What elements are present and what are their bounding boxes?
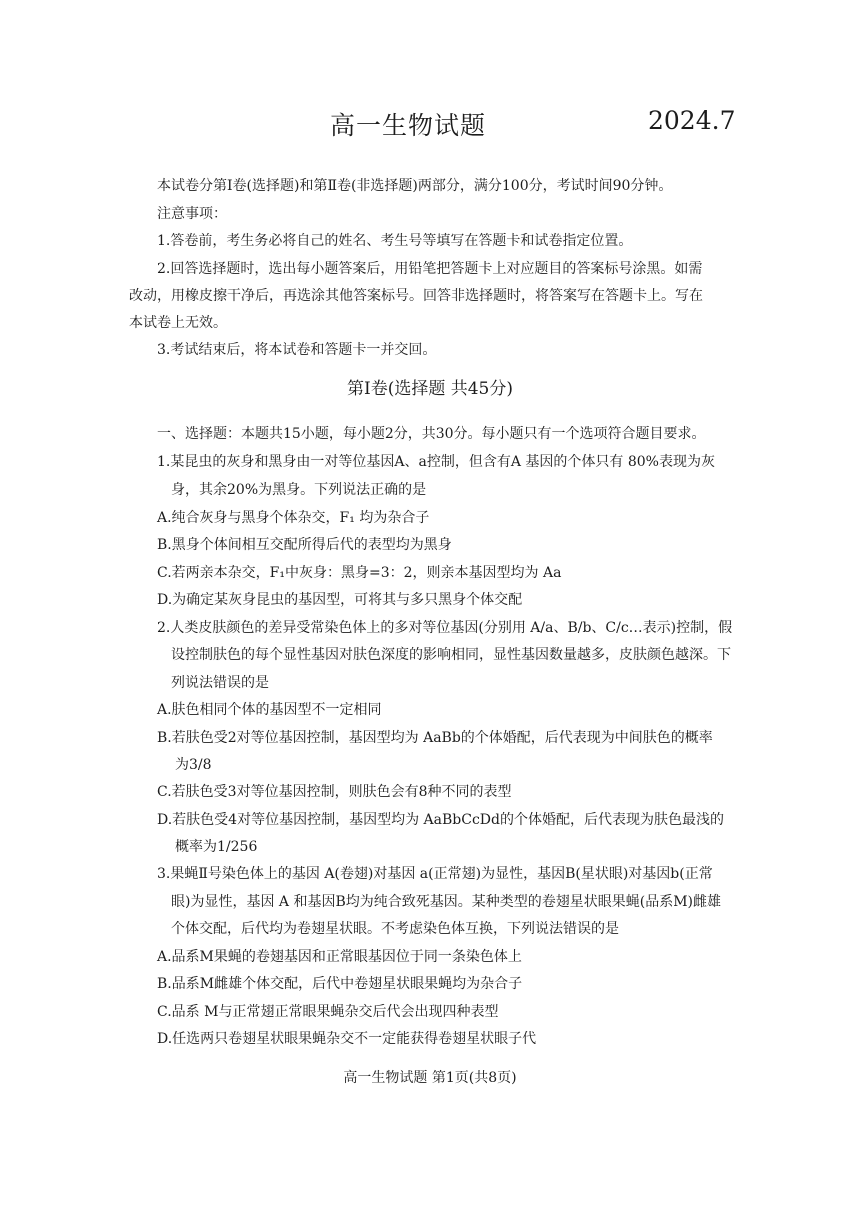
option-b: B.黑身个体间相互交配所得后代的表型均为黑身 <box>157 537 452 553</box>
page-title: 高一生物试题 <box>330 111 487 140</box>
question-stem: 设控制肤色的每个显性基因对肤色深度的影响相同，显性基因数量越多，皮肤颜色越深。下 <box>171 647 731 663</box>
intro-text: 本试卷分第Ⅰ卷(选择题)和第Ⅱ卷(非选择题)两部分，满分100分，考试时间90分钟。 <box>157 178 673 194</box>
option-d-continued: 概率为1/256 <box>175 839 258 855</box>
option-c: C.若两亲本杂交，F₁中灰身：黑身=3：2，则亲本基因型均为 Aa <box>157 565 562 581</box>
exam-date: 2024.7 <box>648 106 736 135</box>
note-line: 2.回答选择题时，选出每小题答案后，用铅笔把答题卡上对应题目的答案标号涂黑。如需 <box>157 261 703 277</box>
option-d: D.为确定某灰身昆虫的基因型，可将其与多只黑身个体交配 <box>157 592 523 608</box>
note-line: 本试卷上无效。 <box>129 315 227 331</box>
question-stem: 2.人类皮肤颜色的差异受常染色体上的多对等位基因(分别用 A/a、B/b、C/c…表示)控制，假 <box>157 620 733 636</box>
page-footer: 高一生物试题 第1页(共8页) <box>343 1070 517 1086</box>
option-a: A.品系M果蝇的卷翅基因和正常眼基因位于同一条染色体上 <box>157 949 522 965</box>
note-line: 3.考试结束后，将本试卷和答题卡一并交回。 <box>157 342 437 358</box>
option-c: C.若肤色受3对等位基因控制，则肤色会有8种不同的表型 <box>157 784 512 800</box>
question-stem: 列说法错误的是 <box>171 675 269 691</box>
question-stem: 3.果蝇Ⅱ号染色体上的基因 A(卷翅)对基因 a(正常翅)为显性，基因B(星状眼)对基因b(正常 <box>157 866 713 882</box>
note-line: 1.答卷前，考生务必将自己的姓名、考生号等填写在答题卡和试卷指定位置。 <box>157 233 633 249</box>
notes-heading: 注意事项： <box>157 206 227 222</box>
option-c: C.品系 M与正常翅正常眼果蝇杂交后代会出现四种表型 <box>157 1004 499 1020</box>
note-line: 改动，用橡皮擦干净后，再选涂其他答案标号。回答非选择题时，将答案写在答题卡上。写在 <box>129 288 703 304</box>
question-stem: 1.某昆虫的灰身和黑身由一对等位基因A、a控制，但含有A 基因的个体只有 80%表现为灰 <box>157 454 715 470</box>
option-b-continued: 为3/8 <box>175 757 212 773</box>
part-heading: 一、选择题：本题共15小题，每小题2分，共30分。每小题只有一个选项符合题目要求。 <box>157 426 706 442</box>
option-b: B.若肤色受2对等位基因控制，基因型均为 AaBb的个体婚配，后代表现为中间肤色的概率 <box>157 730 713 746</box>
option-a: A.肤色相同个体的基因型不一定相同 <box>157 702 382 718</box>
option-d: D.任选两只卷翅星状眼果蝇杂交不一定能获得卷翅星状眼子代 <box>157 1031 537 1047</box>
question-stem: 身，其余20%为黑身。下列说法正确的是 <box>171 482 427 498</box>
option-a: A.纯合灰身与黑身个体杂交，F₁ 均为杂合子 <box>157 510 430 526</box>
option-b: B.品系M雌雄个体交配，后代中卷翅星状眼果蝇均为杂合子 <box>157 976 523 992</box>
option-d: D.若肤色受4对等位基因控制，基因型均为 AaBbCcDd的个体婚配，后代表现为肤色最浅的 <box>157 812 724 828</box>
question-stem: 眼)为显性，基因 A 和基因B均为纯合致死基因。某种类型的卷翅星状眼果蝇(品系M)雌雄 <box>171 894 722 910</box>
section-title: 第Ⅰ卷(选择题 共45分) <box>346 379 513 399</box>
question-stem: 个体交配，后代均为卷翅星状眼。不考虑染色体互换，下列说法错误的是 <box>171 921 619 937</box>
